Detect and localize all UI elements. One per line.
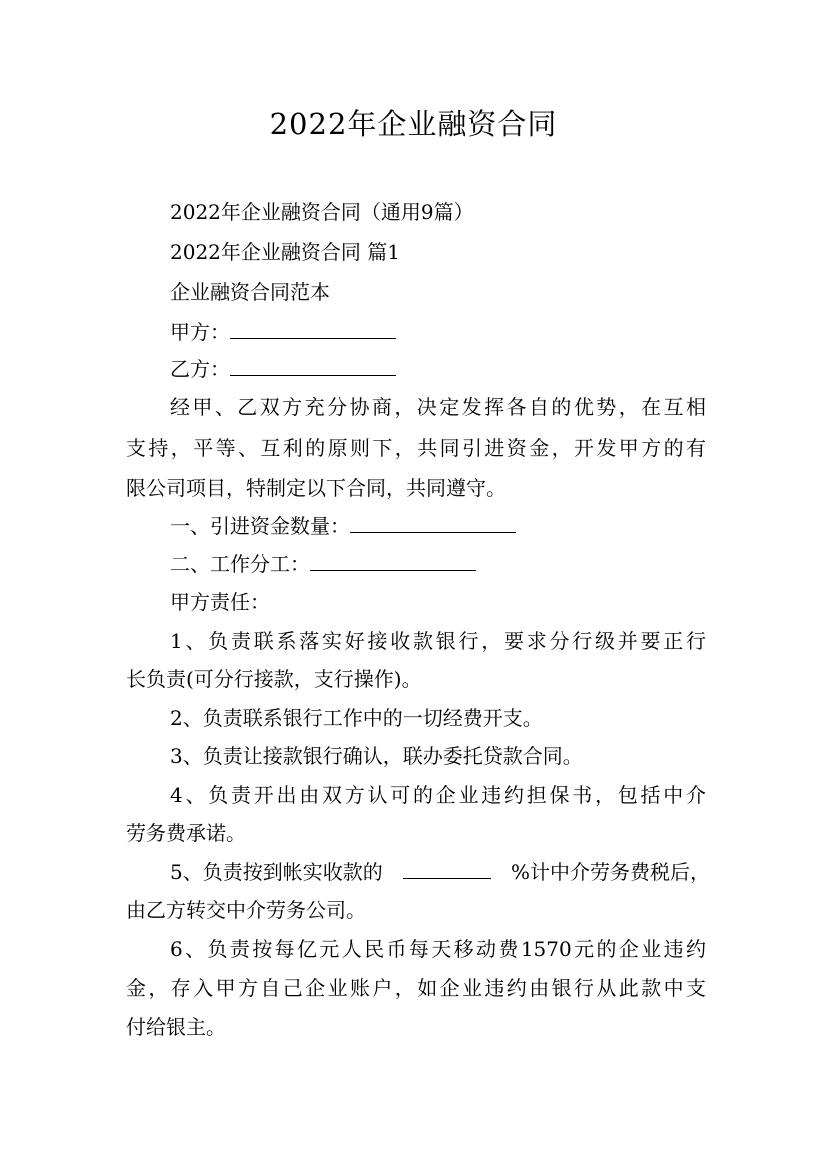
subtitle: 2022年企业融资合同（通用9篇）	[170, 200, 474, 224]
party-a-duties-heading: 甲方责任：	[170, 590, 270, 614]
clause-2-label: 二、工作分工：	[170, 552, 310, 576]
duty-5-post: %计中介劳务费税后，	[510, 860, 710, 884]
party-b-label: 乙方：	[170, 357, 230, 381]
section-heading: 2022年企业融资合同 篇1	[170, 240, 400, 264]
clause-1-blank[interactable]	[350, 514, 516, 533]
clause-1-line	[170, 514, 516, 538]
intro-line-2: 支持，平等、互利的原则下，共同引进资金，开发甲方的有	[126, 436, 706, 460]
duty-3: 3、负责让接款银行确认，联办委托贷款合同。	[170, 744, 583, 768]
duty-4-line-2: 劳务费承诺。	[126, 821, 246, 845]
duty-6-line-2: 金，存入甲方自己企业账户，如企业违约由银行从此款中支	[126, 976, 706, 1000]
duty-5-pre: 5、负责按到帐实收款的	[170, 860, 383, 884]
duty-5-line-2: 由乙方转交中介劳务公司。	[126, 898, 366, 922]
duty-6-line-1: 6、负责按每亿元人民币每天移动费1570元的企业违约	[170, 937, 706, 961]
party-a-line	[170, 320, 396, 344]
template-title: 企业融资合同范本	[170, 280, 330, 304]
document-title: 2022年企业融资合同	[269, 107, 558, 141]
duty-5-percent-blank[interactable]	[403, 860, 491, 879]
duty-2: 2、负责联系银行工作中的一切经费开支。	[170, 706, 543, 730]
duty-4-line-1: 4、负责开出由双方认可的企业违约担保书，包括中介	[170, 783, 706, 807]
duty-5-line-1	[170, 860, 710, 884]
duty-1-line-1: 1、负责联系落实好接收款银行，要求分行级并要正行	[170, 629, 706, 653]
clause-2-blank[interactable]	[310, 552, 476, 571]
intro-line-3: 限公司项目，特制定以下合同，共同遵守。	[126, 476, 506, 500]
duty-1-line-2: 长负责(可分行接款，支行操作)。	[126, 667, 422, 691]
party-b-blank[interactable]	[230, 357, 396, 376]
clause-1-label: 一、引进资金数量：	[170, 514, 350, 538]
intro-line-1: 经甲、乙双方充分协商，决定发挥各自的优势，在互相	[170, 395, 706, 419]
party-a-label: 甲方：	[170, 320, 230, 344]
party-a-blank[interactable]	[230, 320, 396, 339]
party-b-line	[170, 357, 396, 381]
duty-6-line-3: 付给银主。	[126, 1015, 226, 1039]
clause-2-line	[170, 552, 476, 576]
